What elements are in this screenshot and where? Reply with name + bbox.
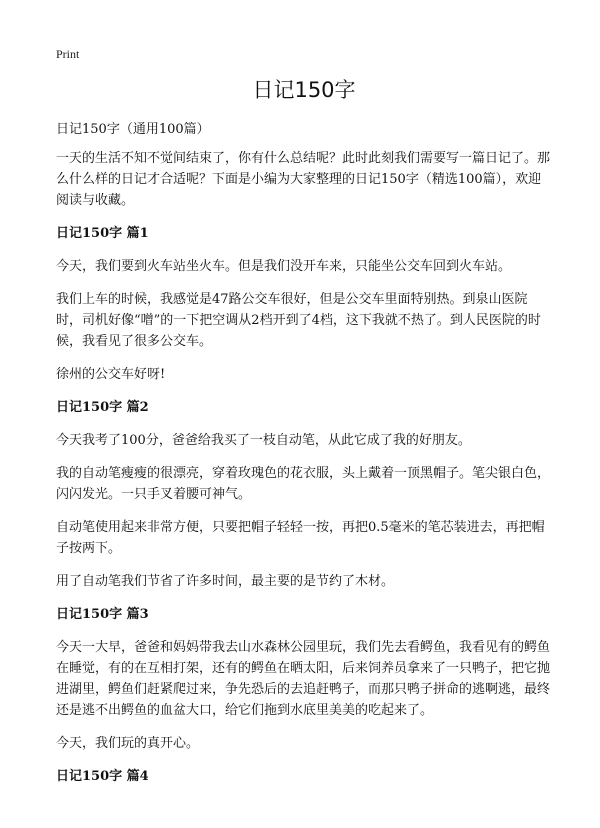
section-heading-1: 日记150字 篇1: [56, 226, 149, 241]
section-1-paragraph-2: 我们上车的时候，我感觉是47路公交车很好，但是公交车里面特别热。到泉山医院时，司机好像“噌”的一下把空调从2档开到了4档，这下我就不热了。到人民医院的时候，我看见了很多公交车。: [56, 292, 541, 349]
section-2-paragraph-3: 自动笔使用起来非常方便，只要把帽子轻轻一按，再把0.5毫米的笔芯装进去，再把帽子按两下。: [56, 520, 545, 556]
document-subtitle: 日记150字（通用100篇）: [56, 122, 210, 137]
section-heading-2: 日记150字 篇2: [56, 400, 149, 415]
intro-paragraph: 一天的生活不知不觉间结束了，你有什么总结呢？此时此刻我们需要写一篇日记了。那么什么样的日记才合适呢？下面是小编为大家整理的日记150字（精选100篇），欢迎阅读与收藏。: [56, 151, 551, 208]
section-3-paragraph-2: 今天，我们玩的真开心。: [56, 736, 200, 751]
print-link[interactable]: Print: [56, 47, 80, 61]
section-1-paragraph-1: 今天，我们要到火车站坐火车。但是我们没开车来，只能坐公交车回到火车站。: [56, 259, 512, 274]
section-3-paragraph-1: 今天一大早，爸爸和妈妈带我去山水森林公园里玩，我们先去看鳄鱼，我看见有的鳄鱼在睡觉，有的在互相打架，还有的鳄鱼在晒太阳，后来饲养员拿来了一只鸭子，把它抛进湖里，鳄鱼们赶紧爬过来，争先恐后的去追赶鸭子，而那只鸭子拼命的逃啊逃，最终还是逃不出鳄鱼的血盆大口，给它们拖到水底里美美的吃起来了。: [56, 640, 551, 718]
page-title: 日记150字: [252, 78, 356, 102]
section-2-paragraph-1: 今天我考了100分，爸爸给我买了一枝自动笔，从此它成了我的好朋友。: [56, 433, 471, 448]
section-2-paragraph-2: 我的自动笔瘦瘦的很漂亮，穿着玫瑰色的花衣服，头上戴着一顶黑帽子。笔尖银白色，闪闪发光。一只手叉着腰可神气。: [56, 466, 551, 502]
article-body: [56, 148, 552, 799]
section-2-paragraph-4: 用了自动笔我们节省了许多时间，最主要的是节约了木材。: [56, 574, 395, 589]
section-heading-3: 日记150字 篇3: [56, 607, 149, 622]
section-1-paragraph-3: 徐州的公交车好呀!: [56, 367, 166, 382]
section-heading-4: 日记150字 篇4: [56, 769, 149, 784]
